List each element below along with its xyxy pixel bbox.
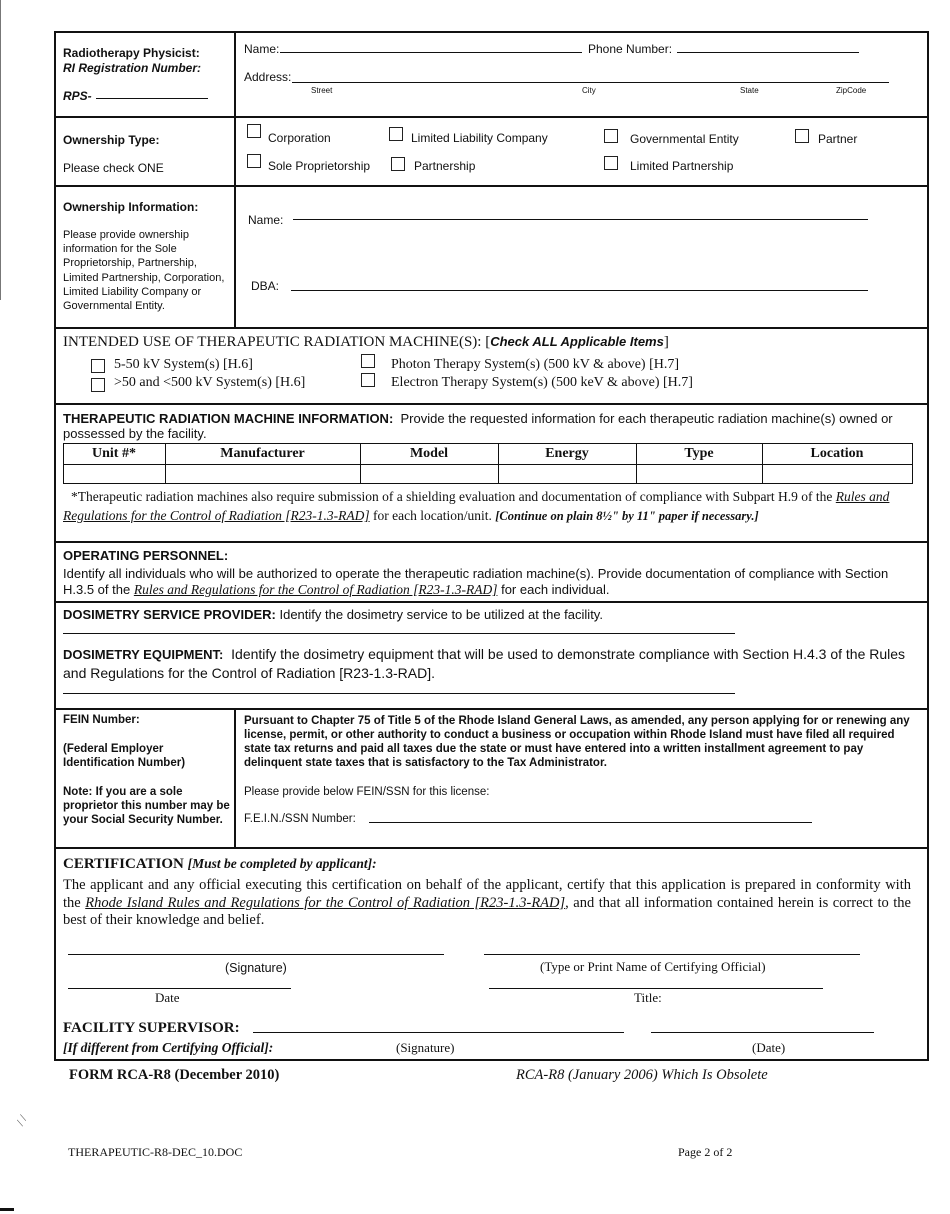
print-name-caption: (Type or Print Name of Certifying Official) — [540, 959, 766, 974]
checkbox-5-50kv[interactable] — [91, 359, 105, 373]
certification-title: CERTIFICATION [Must be completed by applicant]: — [63, 856, 377, 872]
file-name: THERAPEUTIC-R8-DEC_10.DOC — [68, 1145, 243, 1159]
page-number: Page 2 of 2 — [678, 1145, 733, 1159]
divider-v3 — [234, 185, 236, 328]
checkbox-sole-proprietorship[interactable] — [247, 154, 261, 168]
zip-caption: ZipCode — [836, 86, 867, 95]
column-header: Unit #* — [92, 446, 136, 461]
certification-signature-field[interactable] — [68, 954, 444, 955]
divider-v1 — [234, 31, 236, 117]
frame-bottom — [54, 1059, 929, 1061]
machine-info-text: THERAPEUTIC RADIATION MACHINE INFORMATION: Provide the requested information for each therapeutic radiation machine(s) owned or possessed by the facility. — [63, 411, 893, 441]
rps-field[interactable] — [96, 98, 208, 99]
column-header: Model — [409, 446, 449, 461]
certification-text: The applicant and any official executing this certification on behalf of the applicant, certify that this application is prepared in conformity with the Rhode Island Rules and Regulations for the Control of Radiation [R23-1.3-RAD], and that all information contained herein is correct to the best of their knowledge and belief. — [63, 877, 911, 928]
physicist-name-field[interactable] — [280, 52, 582, 53]
table-col-line — [912, 443, 913, 484]
checkbox-50-500kv[interactable] — [91, 378, 105, 392]
certification-title-field[interactable] — [489, 988, 823, 989]
phone-label: Phone Number: — [588, 42, 673, 56]
signature-caption: (Signature) — [225, 961, 287, 975]
divider-h8 — [54, 847, 929, 849]
option-electron: Electron Therapy System(s) (500 keV & above) [H.7] — [391, 375, 693, 390]
fein-note: Note: If you are a sole proprietor this number may be your Social Security Number. — [63, 786, 230, 826]
dosimetry-service-field[interactable] — [63, 633, 735, 634]
supervisor-signature-caption: (Signature) — [396, 1040, 455, 1055]
table-bottom — [63, 483, 913, 484]
fein-statement: Pursuant to Chapter 75 of Title 5 of the Rhode Island General Laws, as amended, any person applying for or renewing any license, permit, or other authority to conduct a business or occupation within Rhode Island must have filed all required state tax returns and paid all taxes due the state or must have entered into a written installment agreement to pay delinquent state taxes that is satisfactory to the Tax Administrator. — [244, 715, 910, 769]
intended-use-title: INTENDED USE OF THERAPEUTIC RADIATION MACHINE(S): [Check ALL Applicable Items] — [63, 334, 669, 350]
dosimetry-equipment: DOSIMETRY EQUIPMENT: Identify the dosimetry equipment that will be used to demonstrate compliance with Section H.4.3 of the Rules and Regulations for the Control of Radiation [R23-1.3-RAD]. — [63, 646, 906, 681]
certification-date-field[interactable] — [68, 988, 291, 989]
title-caption: Title: — [634, 990, 662, 1005]
divider-v2 — [234, 116, 236, 186]
option-sole-proprietorship: Sole Proprietorship — [268, 159, 371, 173]
option-governmental: Governmental Entity — [630, 132, 739, 146]
ownership-type-subtitle: Please check ONE — [63, 161, 164, 175]
ownership-type-title: Ownership Type: — [63, 133, 160, 147]
checkbox-partner[interactable] — [795, 129, 809, 143]
address-field[interactable] — [292, 82, 889, 83]
divider-v8 — [234, 708, 236, 848]
supervisor-date-caption: (Date) — [752, 1040, 786, 1055]
fein-provide: Please provide below FEIN/SSN for this license: — [244, 786, 490, 798]
option-corporation: Corporation — [268, 131, 331, 145]
dosimetry-service: DOSIMETRY SERVICE PROVIDER: Identify the dosimetry service to be utilized at the facility. — [63, 607, 603, 622]
dba-label: DBA: — [251, 279, 280, 293]
operating-personnel-title: OPERATING PERSONNEL: — [63, 548, 229, 563]
facility-supervisor-title: FACILITY SUPERVISOR: — [63, 1020, 240, 1036]
certification-print-name-field[interactable] — [484, 954, 860, 955]
frame-top — [54, 31, 929, 33]
scan-mark-small: / / — [12, 1112, 30, 1128]
fein-number-field[interactable] — [369, 822, 812, 823]
fein-title: FEIN Number: — [63, 714, 140, 726]
owner-name-label: Name: — [248, 213, 284, 227]
ownership-info-description: Please provide ownership information for the Sole Proprietorship, Partnership, Limited Partnership, Corporation, Limited Liability Company or Governmental Entity. — [63, 229, 225, 313]
checkbox-partnership[interactable] — [391, 157, 405, 171]
obsolete-note: RCA-R8 (January 2006) Which Is Obsolete — [516, 1067, 768, 1083]
phone-field[interactable] — [677, 52, 859, 53]
option-partnership: Partnership — [414, 159, 476, 173]
column-header: Energy — [545, 446, 589, 461]
supervisor-signature-field[interactable] — [253, 1032, 624, 1033]
table-top — [63, 443, 913, 444]
option-limited-partnership: Limited Partnership — [630, 159, 734, 173]
table-mid — [63, 464, 913, 465]
scan-mark — [0, 1208, 14, 1211]
supervisor-note: [If different from Certifying Official]: — [63, 1040, 274, 1055]
option-photon: Photon Therapy System(s) (500 kV & above) [H.7] — [391, 357, 679, 372]
option-partner: Partner — [818, 132, 858, 146]
date-caption: Date — [155, 990, 180, 1005]
checkbox-photon[interactable] — [361, 354, 375, 368]
column-header: Location — [810, 446, 864, 461]
checkbox-governmental[interactable] — [604, 129, 618, 143]
street-caption: Street — [311, 86, 333, 95]
column-header: Type — [684, 446, 714, 461]
machine-footnote: *Therapeutic radiation machines also require submission of a shielding evaluation and documentation of compliance with Subpart H.9 of the Rules and Regulations for the Control of Radiation [R23-1.3-RAD] for each location/unit. [Continue on plain 8½" by 11" paper if necessary.] — [63, 489, 890, 523]
checkbox-llc[interactable] — [389, 127, 403, 141]
physicist-title: Radiotherapy Physicist: — [63, 46, 200, 60]
divider-h4 — [54, 403, 929, 405]
divider-h7 — [54, 708, 929, 710]
fein-subtitle: (Federal Employer Identification Number) — [63, 743, 186, 769]
option-50-500kv: >50 and <500 kV System(s) [H.6] — [114, 375, 306, 390]
checkbox-limited-partnership[interactable] — [604, 156, 618, 170]
option-5-50kv: 5-50 kV System(s) [H.6] — [114, 357, 253, 372]
form-id: FORM RCA-R8 (December 2010) — [69, 1067, 280, 1083]
name-label: Name: — [244, 42, 280, 56]
supervisor-date-field[interactable] — [651, 1032, 874, 1033]
divider-h2 — [54, 185, 929, 187]
column-header: Manufacturer — [220, 446, 305, 461]
address-label: Address: — [244, 70, 292, 84]
divider-h1 — [54, 116, 929, 118]
dba-field[interactable] — [291, 290, 868, 291]
option-llc: Limited Liability Company — [411, 131, 548, 145]
checkbox-corporation[interactable] — [247, 124, 261, 138]
ownership-info-title: Ownership Information: — [63, 200, 199, 214]
city-caption: City — [582, 86, 596, 95]
fein-number-label: F.E.I.N./SSN Number: — [244, 813, 356, 825]
registration-label: RI Registration Number: — [63, 61, 202, 75]
divider-h6 — [54, 601, 929, 603]
scan-edge — [0, 0, 1, 300]
checkbox-electron[interactable] — [361, 373, 375, 387]
owner-name-field[interactable] — [293, 219, 868, 220]
dosimetry-equipment-field[interactable] — [63, 693, 735, 694]
divider-h3 — [54, 327, 929, 329]
operating-personnel-text: Identify all individuals who will be authorized to operate the therapeutic radiation machine(s). Provide documentation of compliance with Section H.3.5 of the Rules and Regulations for the Control of Radiation [R23-1.3-RAD] for each individual. — [63, 566, 889, 597]
rps-label: RPS- — [63, 89, 92, 103]
divider-h5 — [54, 541, 929, 543]
state-caption: State — [740, 86, 759, 95]
